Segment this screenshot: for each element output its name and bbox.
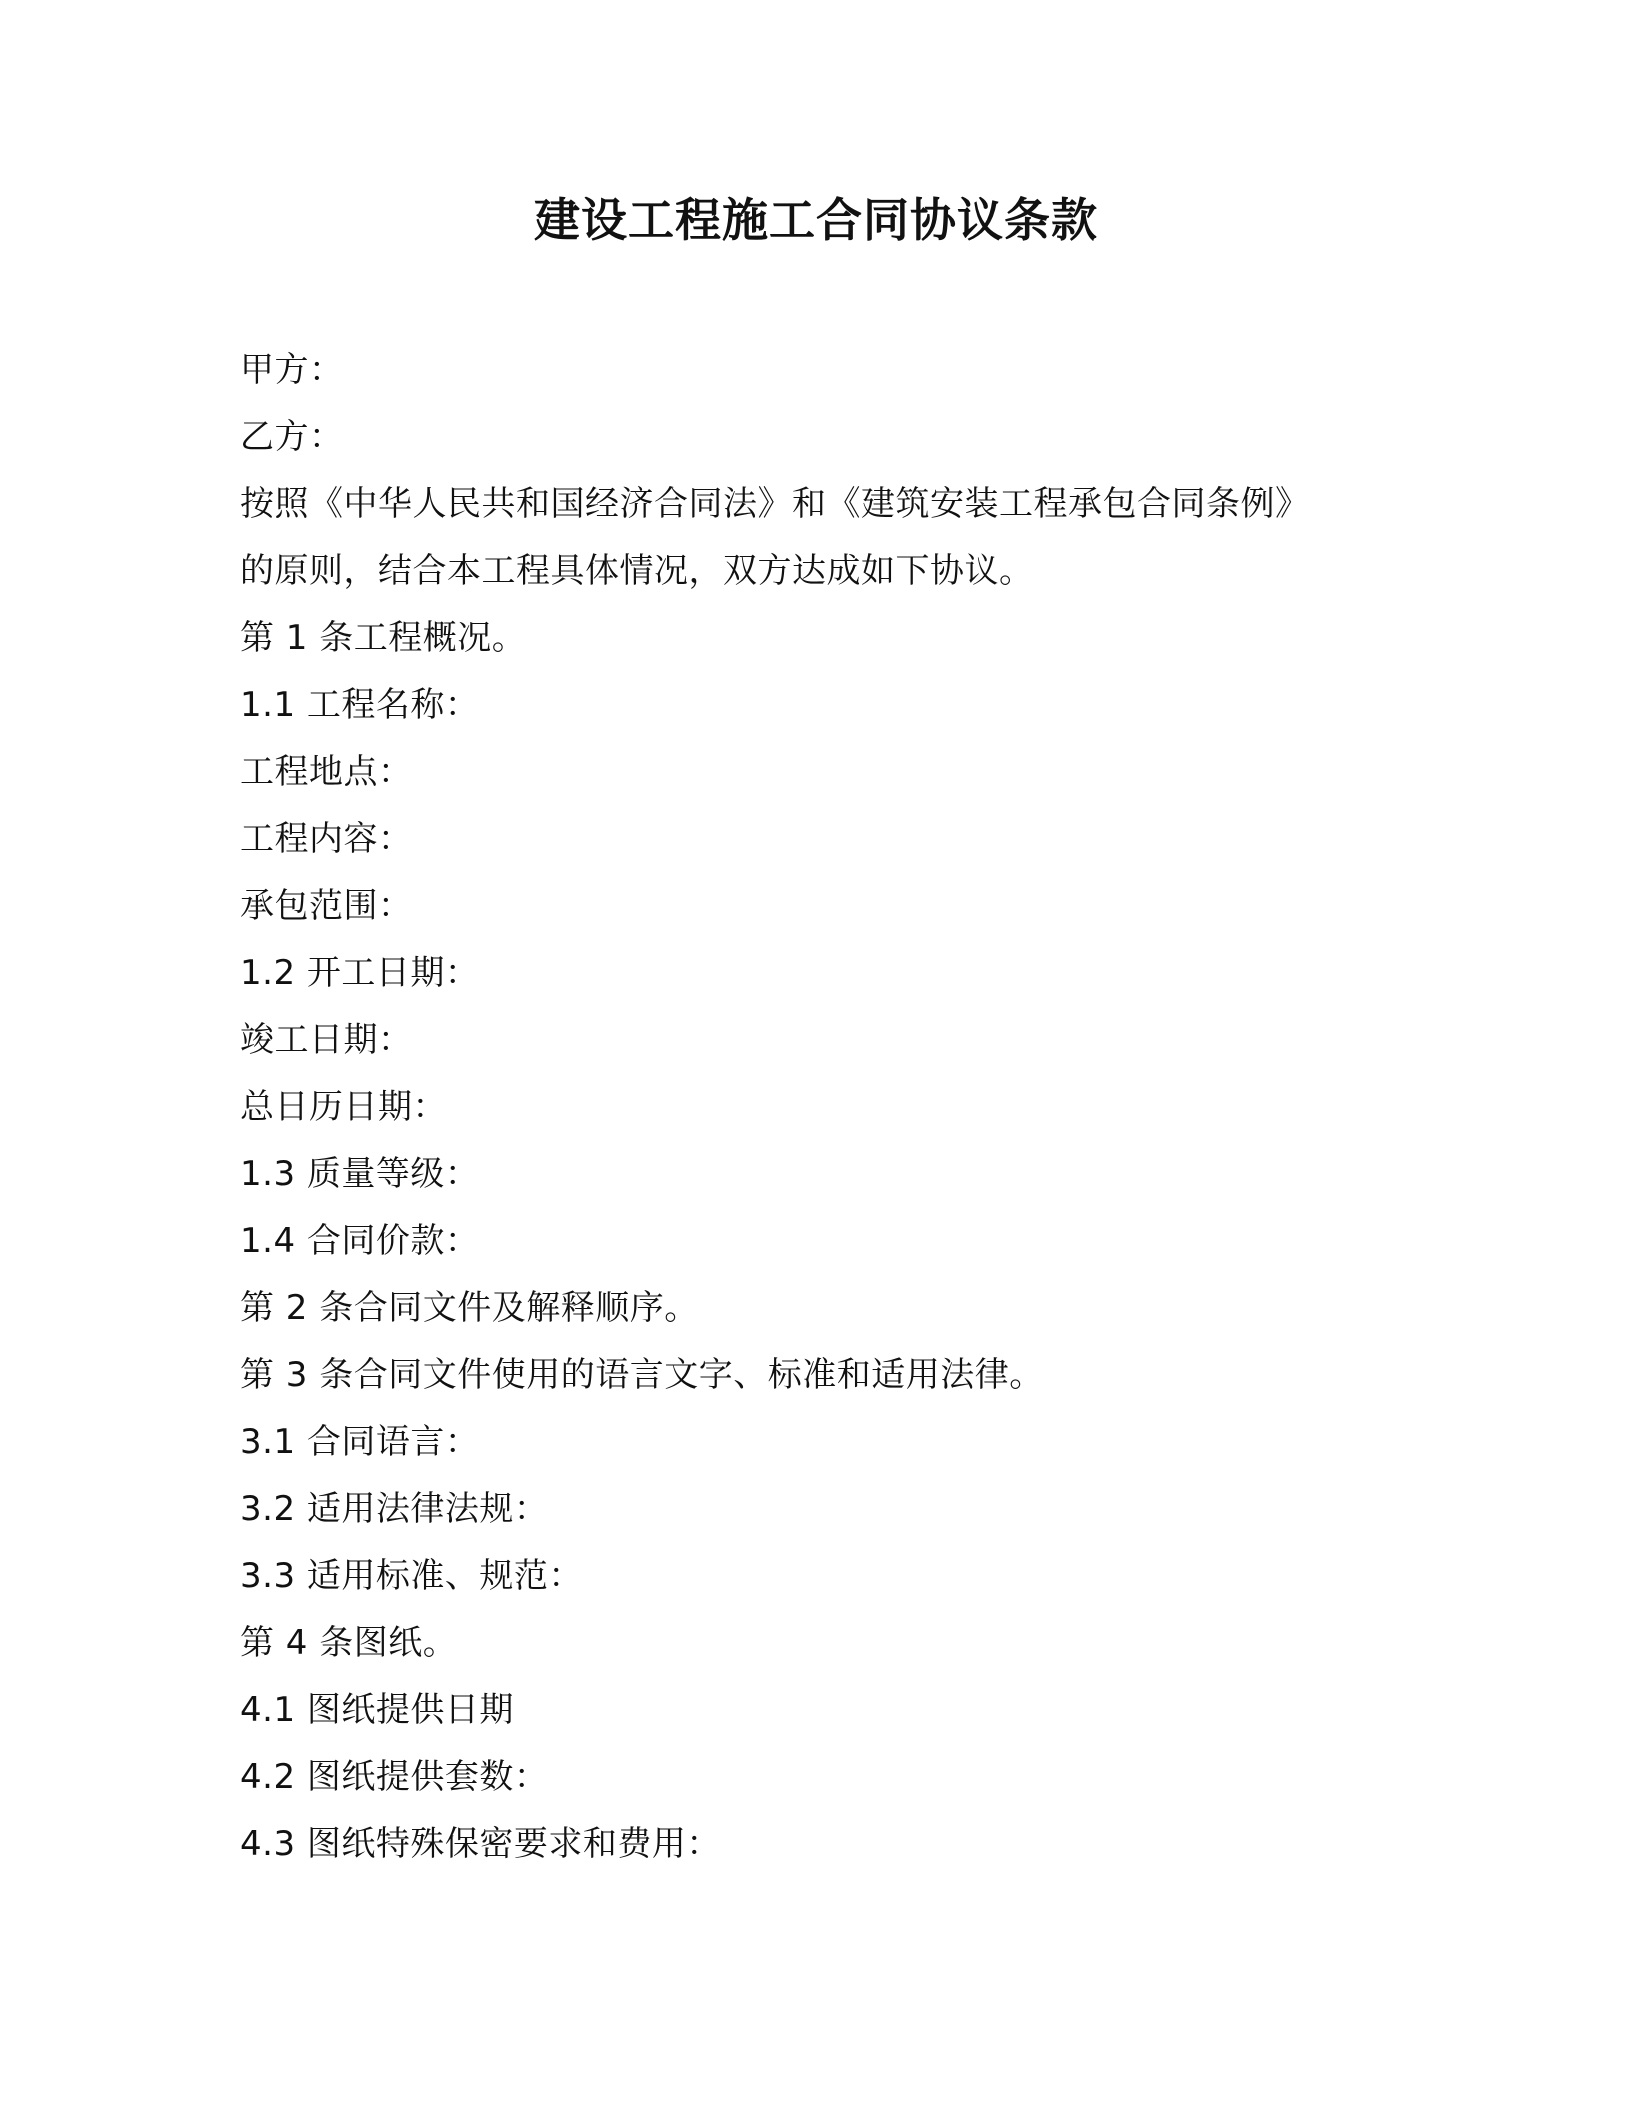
clause-3-1-language: 3.1 合同语言： bbox=[240, 1422, 480, 1462]
project-location-line: 工程地点： bbox=[240, 752, 413, 792]
article-4-heading: 第 4 条图纸。 bbox=[240, 1623, 458, 1663]
project-content-line: 工程内容： bbox=[240, 819, 413, 859]
preamble-line-1: 按照《中华人民共和国经济合同法》和《建筑安装工程承包合同条例》 bbox=[240, 484, 1310, 524]
clause-4-3-drawing-confidentiality: 4.3 图纸特殊保密要求和费用： bbox=[240, 1824, 721, 1864]
completion-date-line: 竣工日期： bbox=[240, 1020, 413, 1060]
clause-1-4-contract-price: 1.4 合同价款： bbox=[240, 1221, 480, 1261]
clause-4-1-drawing-date: 4.1 图纸提供日期 bbox=[240, 1690, 514, 1730]
article-2-heading: 第 2 条合同文件及解释顺序。 bbox=[240, 1288, 699, 1328]
clause-1-1-project-name: 1.1 工程名称： bbox=[240, 685, 480, 725]
clause-1-2-start-date: 1.2 开工日期： bbox=[240, 953, 480, 993]
clause-1-3-quality-grade: 1.3 质量等级： bbox=[240, 1154, 480, 1194]
party-b-line: 乙方： bbox=[240, 417, 344, 457]
total-calendar-days-line: 总日历日期： bbox=[240, 1087, 447, 1127]
clause-3-3-standards: 3.3 适用标准、规范： bbox=[240, 1556, 583, 1596]
document-body bbox=[240, 337, 1400, 1878]
document-title: 建设工程施工合同协议条款 bbox=[534, 193, 1098, 247]
clause-4-2-drawing-sets: 4.2 图纸提供套数： bbox=[240, 1757, 549, 1797]
clause-3-2-laws: 3.2 适用法律法规： bbox=[240, 1489, 549, 1529]
article-1-heading: 第 1 条工程概况。 bbox=[240, 618, 527, 658]
preamble-line-2: 的原则，结合本工程具体情况，双方达成如下协议。 bbox=[240, 551, 1034, 591]
contract-scope-line: 承包范围： bbox=[240, 886, 413, 926]
article-3-heading: 第 3 条合同文件使用的语言文字、标准和适用法律。 bbox=[240, 1355, 1044, 1395]
party-a-line: 甲方： bbox=[240, 350, 344, 390]
